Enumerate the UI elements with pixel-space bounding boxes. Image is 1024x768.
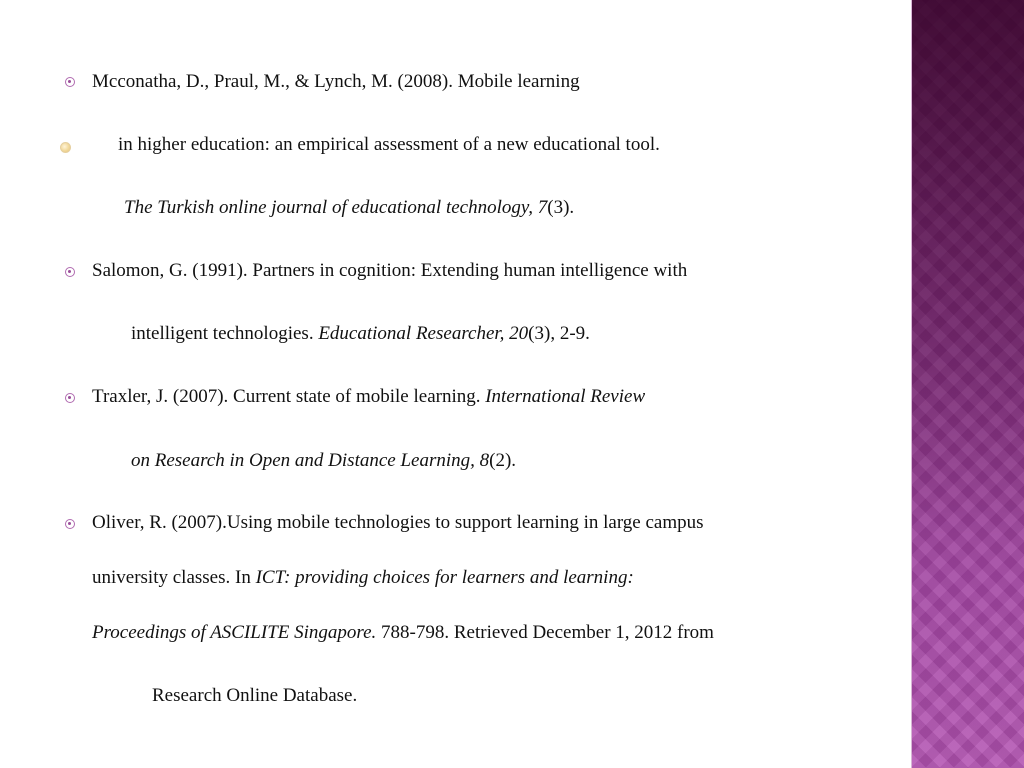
reference-1-line-2: in higher education: an empirical assessment of a new educational tool. (118, 134, 660, 155)
reference-3-journal-end: on Research in Open and Distance Learning, 8 (131, 450, 490, 471)
reference-3-line-2 (131, 449, 516, 473)
bullet-icon (65, 393, 75, 403)
reference-4-line-2 (92, 566, 634, 590)
reference-4-book-start: ICT: providing choices for learners and learning: (255, 567, 634, 588)
reference-3-issue: (2). (489, 450, 517, 471)
reference-2-issue: (3), 2-9. (528, 323, 590, 344)
reference-4-pages-retrieved: 788-798. Retrieved December 1, 2012 from (376, 622, 714, 643)
reference-2-line-2 (131, 322, 590, 346)
reference-3-journal-start: International Review (485, 386, 646, 407)
reference-4-proceedings: Proceedings of ASCILITE Singapore. (92, 622, 377, 643)
reference-3-author-title: Traxler, J. (2007). Current state of mobile learning. (92, 386, 486, 407)
reference-2-title-end: intelligent technologies. (131, 323, 319, 344)
bullet-icon (65, 77, 75, 87)
decorative-side-panel (912, 0, 1024, 768)
reference-4-title-end: university classes. In (92, 567, 256, 588)
reference-2-line-1: Salomon, G. (1991). Partners in cognition: Extending human intelligence with (92, 260, 688, 281)
reference-3-line-1 (92, 385, 645, 409)
reference-4-line-3 (92, 621, 714, 645)
faded-bullet-icon (60, 142, 71, 153)
reference-4-line-1: Oliver, R. (2007).Using mobile technologies to support learning in large campus (92, 512, 704, 533)
reference-1-journal: The Turkish online journal of educational technology, 7 (124, 197, 548, 218)
reference-2-journal: Educational Researcher, 20 (318, 323, 529, 344)
bullet-icon (65, 519, 75, 529)
bullet-icon (65, 267, 75, 277)
reference-4-line-4: Research Online Database. (152, 685, 358, 706)
reference-1-line-1: Mcconatha, D., Praul, M., & Lynch, M. (2008). Mobile learning (92, 71, 580, 92)
reference-1-line-3 (124, 196, 574, 220)
reference-1-issue: (3). (547, 197, 575, 218)
